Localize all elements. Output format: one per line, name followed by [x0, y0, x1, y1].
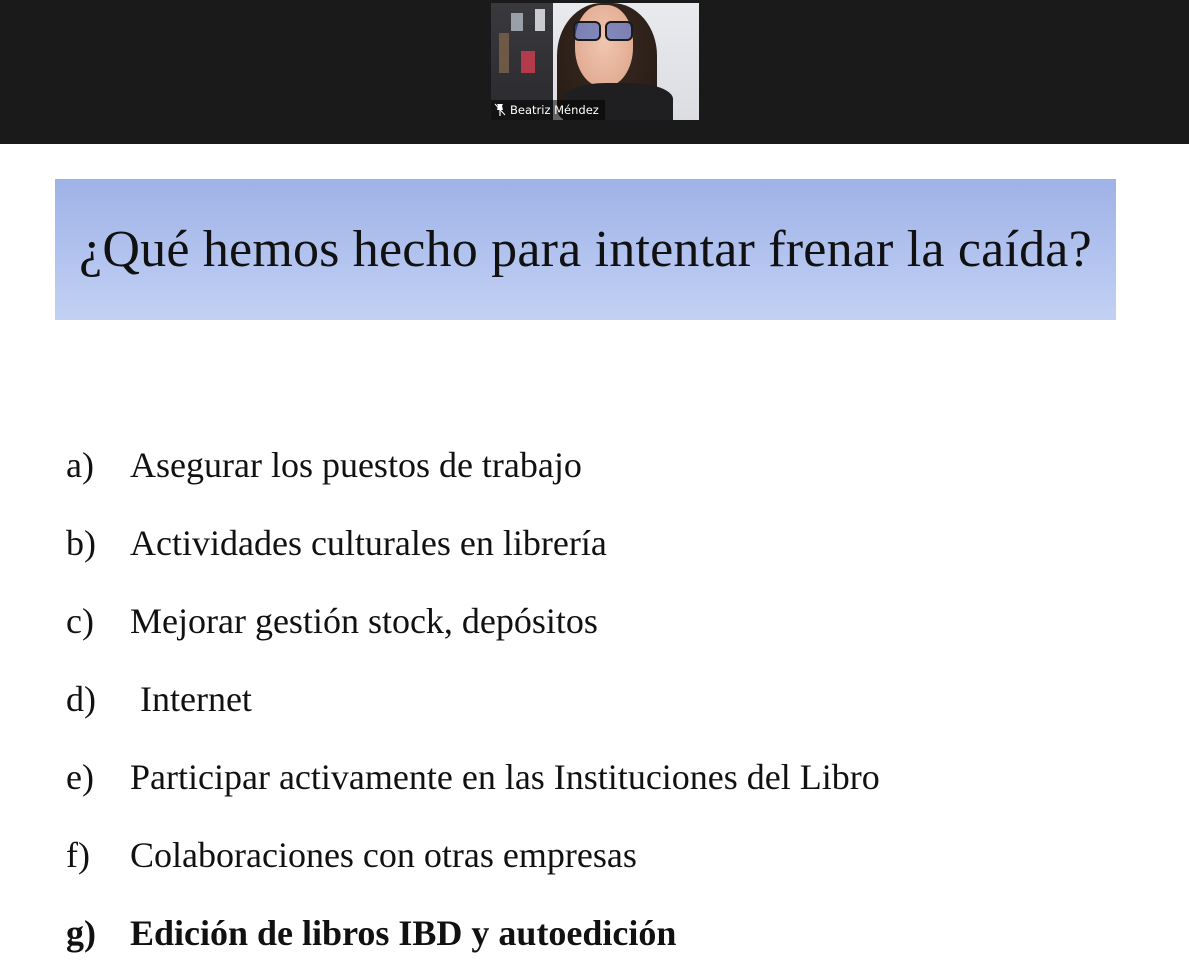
glasses: [575, 21, 633, 39]
list-marker: f): [66, 835, 90, 875]
list-item-text: Colaboraciones con otras empresas: [130, 835, 637, 875]
list-marker: e): [66, 757, 94, 797]
list-item-text: Actividades culturales en librería: [130, 523, 607, 563]
list-item: [66, 660, 880, 738]
shared-slide: [0, 144, 1189, 962]
list-item: [66, 816, 880, 894]
list-item-text: Edición de libros IBD y autoedición: [130, 913, 677, 953]
list-item: [66, 738, 880, 816]
list-item-text: Mejorar gestión stock, depósitos: [130, 601, 598, 641]
list-item: [66, 894, 880, 972]
slide-title: ¿Qué hemos hecho para intentar frenar la caída?: [79, 221, 1092, 278]
list-marker: g): [66, 913, 96, 953]
list-marker: d): [66, 679, 96, 719]
slide-bullet-list: [66, 426, 880, 972]
list-item: [66, 504, 880, 582]
participant-video-tile[interactable]: [491, 3, 699, 120]
list-marker: a): [66, 445, 94, 485]
list-marker: b): [66, 523, 96, 563]
participant-name: Beatriz Méndez: [510, 103, 599, 117]
list-item-text: Asegurar los puestos de trabajo: [130, 445, 582, 485]
list-item: [66, 426, 880, 504]
participant-face: [575, 5, 633, 87]
pin-icon: [494, 103, 506, 117]
video-strip: [0, 0, 1189, 144]
list-item-text: Internet: [140, 679, 252, 719]
participant-name-tag: [491, 100, 605, 120]
list-item: [66, 582, 880, 660]
list-marker: c): [66, 601, 94, 641]
list-item-text: Participar activamente en las Instituciones del Libro: [130, 757, 880, 797]
slide-title-band: [55, 179, 1116, 320]
